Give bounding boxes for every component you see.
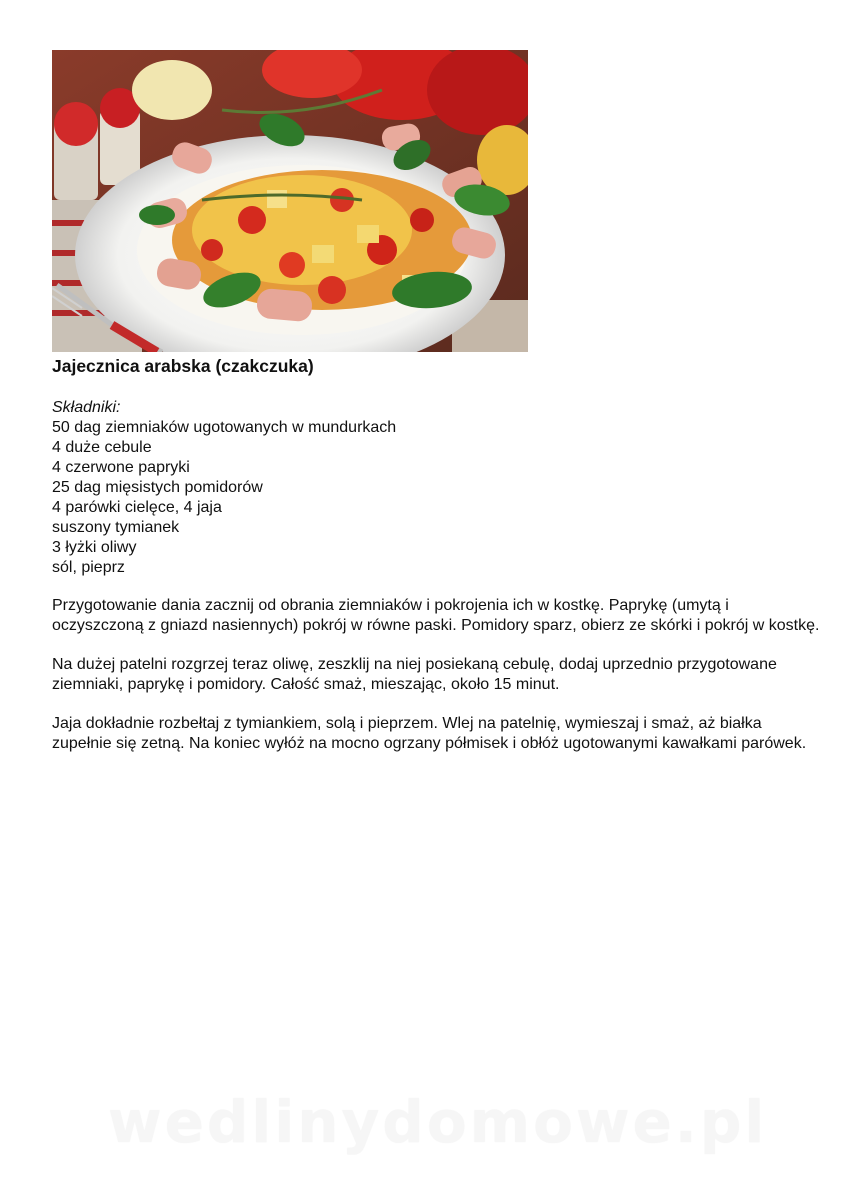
ingredients-heading: Składniki: <box>52 399 121 416</box>
dish-photo <box>52 50 528 352</box>
step-paragraph: Na dużej patelni rozgrzej teraz oliwę, zeszklij na niej posiekaną cebulę, dodaj uprzednio przygotowane ziemniaki, paprykę i pomidory. Całość smaż, mieszając, około 15 minut. <box>52 656 777 693</box>
ingredient-item: 25 dag mięsistych pomidorów <box>52 479 263 496</box>
step-paragraph: Jaja dokładnie rozbełtaj z tymiankiem, solą i pieprzem. Wlej na patelnię, wymieszaj i smaż, aż białka zupełnie się zetną. Na koniec wyłóż na mocno ogrzany półmisek i obłóż ugotowanymi kawałkami parówek. <box>52 715 807 752</box>
ingredients-list <box>52 398 396 578</box>
recipe-title: Jajecznica arabska (czakczuka) <box>52 356 314 376</box>
watermark: wedlinydomowe.pl <box>108 1088 768 1156</box>
ingredient-item: 4 czerwone papryki <box>52 459 190 476</box>
ingredient-item: 4 parówki cielęce, 4 jaja <box>52 499 222 516</box>
ingredient-item: 50 dag ziemniaków ugotowanych w mundurkach <box>52 419 397 436</box>
step-paragraph: Przygotowanie dania zacznij od obrania ziemniaków i pokrojenia ich w kostkę. Paprykę (umytą i oczyszczoną z gniazd nasiennych) pokrój w równe paski. Pomidory sparz, obierz ze skórki i pokrój w kostkę. <box>52 597 820 634</box>
ingredient-item: sól, pieprz <box>52 559 125 576</box>
preparation-steps <box>52 596 822 773</box>
dish-illustration <box>52 50 528 352</box>
ingredient-item: suszony tymianek <box>52 519 180 536</box>
ingredient-item: 3 łyżki oliwy <box>52 539 137 556</box>
ingredient-item: 4 duże cebule <box>52 439 152 456</box>
